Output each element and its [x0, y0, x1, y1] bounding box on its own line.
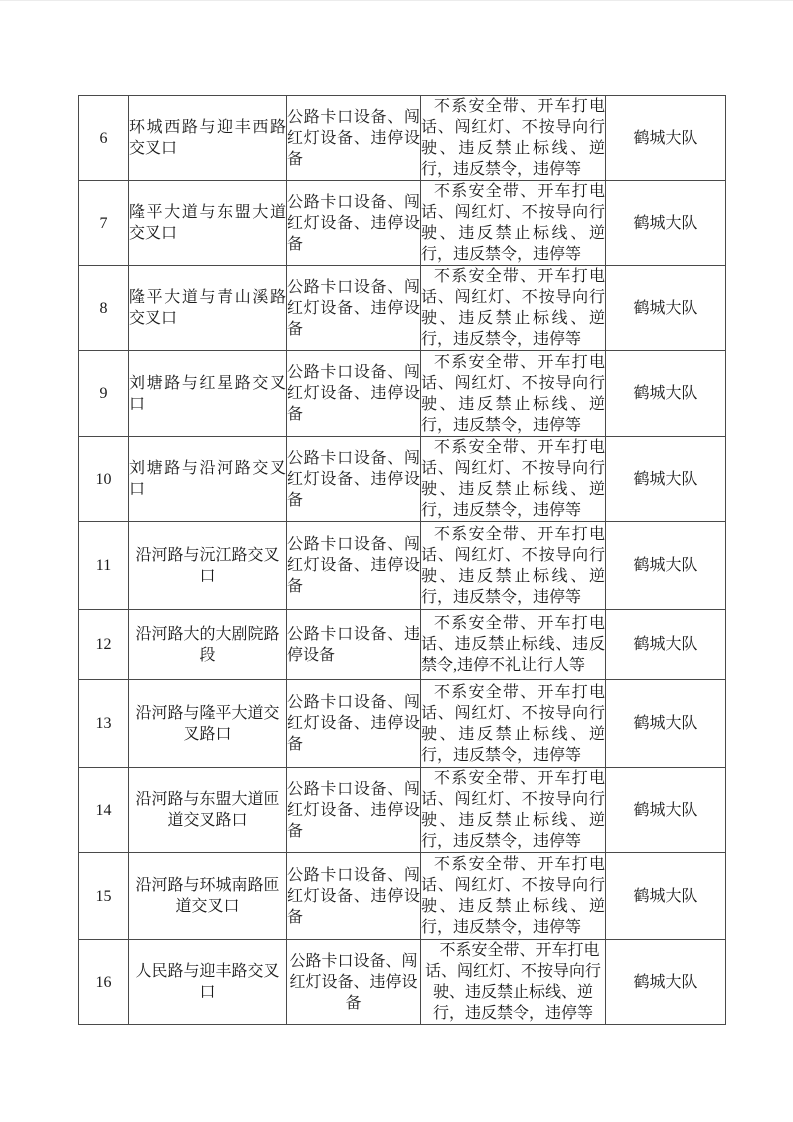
seq-cell: 7: [79, 181, 129, 266]
violations-cell: 不系安全带、开车打电话、闯红灯、不按导向行驶、违反禁止标线、逆行，违反禁令，违停等: [421, 940, 606, 1025]
equipment-cell: 公路卡口设备、闯红灯设备、违停设备: [287, 181, 421, 266]
table-row: [79, 437, 726, 522]
equipment-cell: 公路卡口设备、闯红灯设备、违停设备: [287, 853, 421, 940]
table-row: [79, 96, 726, 181]
department-cell: 鹤城大队: [606, 437, 726, 522]
location-cell: 隆平大道与青山溪路交叉口: [129, 266, 287, 351]
violations-cell: 不系安全带、开车打电话、闯红灯、不按导向行驶、违反禁止标线、逆行，违反禁令，违停等: [421, 96, 606, 181]
seq-cell: 12: [79, 610, 129, 680]
equipment-cell: 公路卡口设备、闯红灯设备、违停设备: [287, 940, 421, 1025]
violations-cell: 不系安全带、开车打电话、闯红灯、不按导向行驶、违反禁止标线、逆行，违反禁令，违停等: [421, 181, 606, 266]
table-row: [79, 680, 726, 768]
table-row: [79, 940, 726, 1025]
violations-cell: 不系安全带、开车打电话、闯红灯、不按导向行驶、违反禁止标线、逆行，违反禁令，违停等: [421, 266, 606, 351]
table-row: [79, 768, 726, 853]
location-cell: 刘塘路与沿河路交叉口: [129, 437, 287, 522]
seq-cell: 8: [79, 266, 129, 351]
location-cell: 沿河路与环城南路匝道交叉口: [129, 853, 287, 940]
violations-cell: 不系安全带、开车打电话、闯红灯、不按导向行驶、违反禁止标线、逆行，违反禁令，违停等: [421, 768, 606, 853]
table-row: [79, 181, 726, 266]
department-cell: 鹤城大队: [606, 266, 726, 351]
location-cell: 隆平大道与东盟大道交叉口: [129, 181, 287, 266]
equipment-cell: 公路卡口设备、闯红灯设备、违停设备: [287, 768, 421, 853]
violations-cell: 不系安全带、开车打电话、闯红灯、不按导向行驶、违反禁止标线、逆行，违反禁令，违停等: [421, 680, 606, 768]
violations-cell: 不系安全带、开车打电话、闯红灯、不按导向行驶、违反禁止标线、逆行，违反禁令，违停等: [421, 437, 606, 522]
table-row: [79, 522, 726, 610]
department-cell: 鹤城大队: [606, 680, 726, 768]
violations-cell: 不系安全带、开车打电话、闯红灯、不按导向行驶、违反禁止标线、逆行，违反禁令，违停等: [421, 853, 606, 940]
location-cell: 沿河路与隆平大道交叉路口: [129, 680, 287, 768]
equipment-cell: 公路卡口设备、闯红灯设备、违停设备: [287, 522, 421, 610]
table-row: [79, 853, 726, 940]
department-cell: 鹤城大队: [606, 768, 726, 853]
location-cell: 沿河路与东盟大道匝道交叉路口: [129, 768, 287, 853]
equipment-cell: 公路卡口设备、闯红灯设备、违停设备: [287, 351, 421, 437]
equipment-cell: 公路卡口设备、闯红灯设备、违停设备: [287, 437, 421, 522]
violations-cell: 不系安全带、开车打电话、闯红灯、不按导向行驶、违反禁止标线、逆行，违反禁令，违停等: [421, 351, 606, 437]
department-cell: 鹤城大队: [606, 522, 726, 610]
seq-cell: 6: [79, 96, 129, 181]
department-cell: 鹤城大队: [606, 940, 726, 1025]
seq-cell: 14: [79, 768, 129, 853]
table-row: [79, 351, 726, 437]
seq-cell: 15: [79, 853, 129, 940]
equipment-cell: 公路卡口设备、闯红灯设备、违停设备: [287, 680, 421, 768]
seq-cell: 16: [79, 940, 129, 1025]
department-cell: 鹤城大队: [606, 853, 726, 940]
department-cell: 鹤城大队: [606, 351, 726, 437]
department-cell: 鹤城大队: [606, 610, 726, 680]
table-row: [79, 266, 726, 351]
equipment-cell: 公路卡口设备、闯红灯设备、违停设备: [287, 266, 421, 351]
seq-cell: 10: [79, 437, 129, 522]
violations-cell: 不系安全带、开车打电话、违反禁止标线、违反禁令,违停不礼让行人等: [421, 610, 606, 680]
department-cell: 鹤城大队: [606, 96, 726, 181]
equipment-cell: 公路卡口设备、违停设备: [287, 610, 421, 680]
enforcement-locations-table: [78, 95, 726, 1025]
table-row: [79, 610, 726, 680]
equipment-cell: 公路卡口设备、闯红灯设备、违停设备: [287, 96, 421, 181]
location-cell: 环城西路与迎丰西路交叉口: [129, 96, 287, 181]
seq-cell: 9: [79, 351, 129, 437]
location-cell: 人民路与迎丰路交叉口: [129, 940, 287, 1025]
location-cell: 沿河路与沅江路交叉口: [129, 522, 287, 610]
location-cell: 刘塘路与红星路交叉口: [129, 351, 287, 437]
seq-cell: 11: [79, 522, 129, 610]
seq-cell: 13: [79, 680, 129, 768]
department-cell: 鹤城大队: [606, 181, 726, 266]
location-cell: 沿河路大的大剧院路段: [129, 610, 287, 680]
violations-cell: 不系安全带、开车打电话、闯红灯、不按导向行驶、违反禁止标线、逆行，违反禁令，违停等: [421, 522, 606, 610]
screenshot-top-edge: [0, 0, 793, 1]
